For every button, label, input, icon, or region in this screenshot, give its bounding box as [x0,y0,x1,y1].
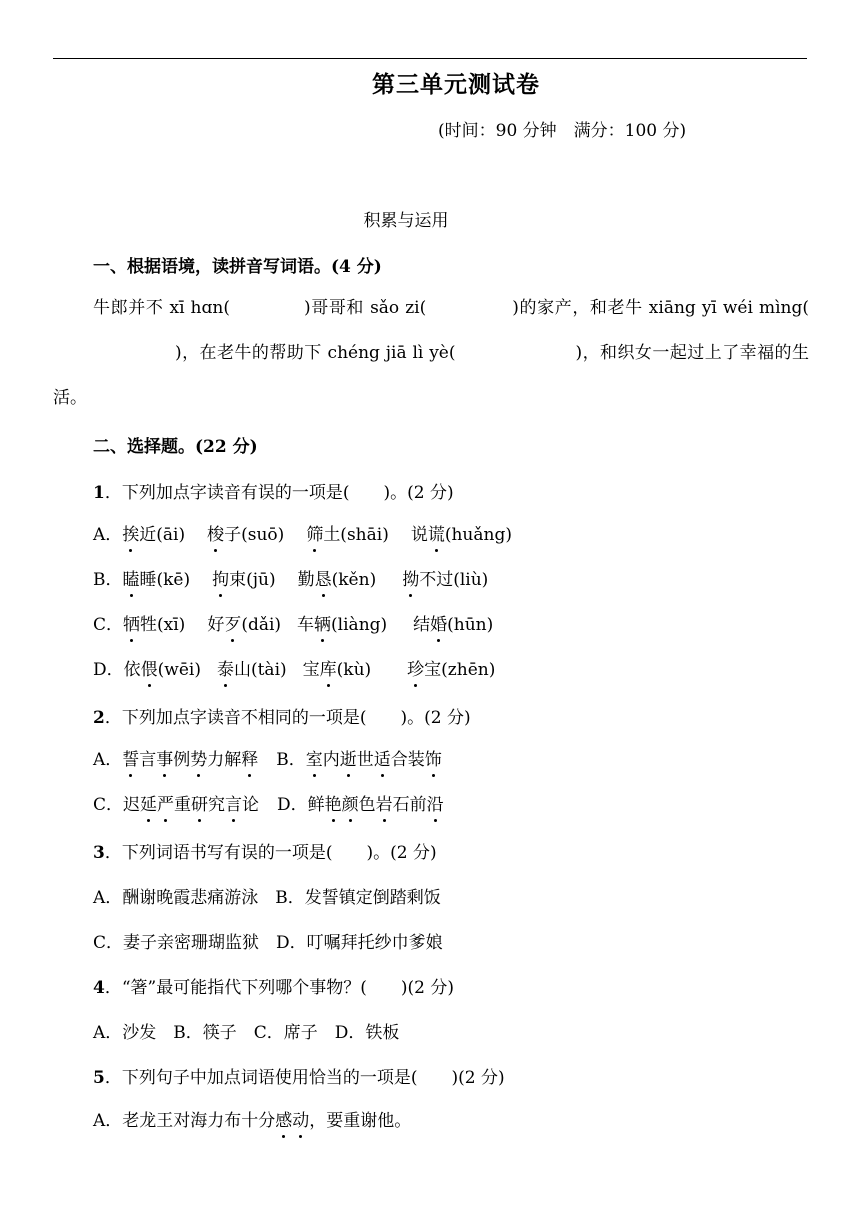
q1-text-2: )哥哥和 sǎo zi( [303,298,427,318]
question-3: 3．下列词语书写有误的一项是( )。(2 分) [93,843,437,863]
question-4: 4．“箸”最可能指代下列哪个事物？( )(2 分) [93,978,454,998]
q1-text-4: mìng( [758,298,809,318]
option-text: 鲜艳颜色岩石前沿 [308,795,444,815]
q3-option-row-2[interactable]: C．妻子亲密珊瑚监狱 D．叮嘱拜托纱巾爹娘 [93,933,443,953]
question-1: 1．下列加点字读音有误的一项是( )。(2 分) [93,483,454,503]
time-info: (时间：90 分钟 满分：100 分) [438,121,687,141]
q1-paragraph [53,286,809,421]
q1-option-d[interactable]: D．依偎(wēi) 泰山(tài) 宝库(kù) 珍宝(zhēn) [93,655,495,680]
q1-text-6: )，和织女一起过上 [575,343,723,363]
q1-heading: 一、根据语境，读拼音写词语。(4 分) [93,257,382,277]
option-text: 室内逝世适合装饰 [306,750,442,770]
q3-option-row-1[interactable]: A．酬谢晚霞悲痛游泳 B．发誓镇定倒踏剩饭 [93,888,441,908]
q2-option-row-1[interactable]: A．誓言事例势力解释 B．室内逝世适合装饰 [93,745,442,770]
question-2: 2．下列加点字读音不相同的一项是( )。(2 分) [93,708,471,728]
q5-option-a[interactable]: A．老龙王对海力布十分感动，要重谢他。 [93,1106,411,1131]
question-5: 5．下列句子中加点词语使用恰当的一项是( )(2 分) [93,1068,505,1088]
option-text: 迟延严重研究言论 [123,795,259,815]
q1-text-3: )的家产，和老牛 xiāng yī wéi [512,298,753,318]
q1-option-a[interactable]: A．挨近(āi) 梭子(suō) 筛土(shāi) 说谎(huǎng) [93,520,512,545]
dotted-word: 感动 [275,1111,309,1131]
option-text: 誓言事例势力解释 [122,750,258,770]
q1-option-b[interactable]: B．瞌睡(kē) 拘束(jū) 勤恳(kěn) 拗不过(liù) [93,565,488,590]
page-title: 第三单元测试卷 [372,71,540,98]
section-title: 积累与运用 [363,211,449,231]
q2-heading: 二、选择题。(22 分) [93,437,258,457]
top-rule [53,58,807,59]
q1-text-5: )，在老牛的帮助下 chéng jiā lì yè( [175,343,456,363]
q2-option-row-2[interactable]: C．迟延严重研究言论 D．鲜艳颜色岩石前沿 [93,790,444,815]
q1-option-c[interactable]: C．牺牲(xī) 好歹(dǎi) 车辆(liàng) 结婚(hūn) [93,610,493,635]
q4-options[interactable]: A．沙发 B．筷子 C．席子 D．铁板 [93,1023,400,1043]
q1-text-7: 了幸福的生活。 [53,343,810,408]
q1-text-1: 牛郎并不 xī hɑn( [93,298,230,318]
